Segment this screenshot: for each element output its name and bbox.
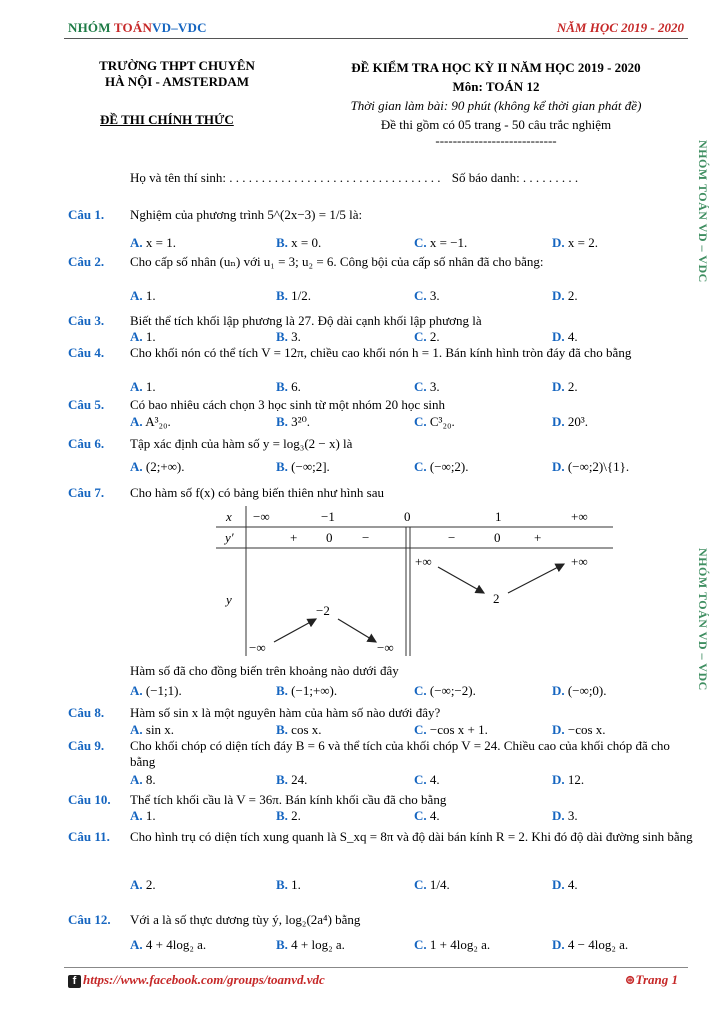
y-value-5: 2	[493, 591, 500, 606]
answer-option-c[interactable]	[414, 808, 440, 824]
answer-option-b[interactable]	[276, 877, 301, 893]
option-letter: A.	[130, 877, 143, 892]
option-letter: A.	[130, 808, 143, 823]
header-group-name	[68, 20, 207, 36]
answer-option-a[interactable]	[130, 683, 182, 699]
option-letter: D.	[552, 877, 565, 892]
answer-option-c[interactable]	[414, 459, 469, 475]
exam-title: ĐỀ KIỂM TRA HỌC KỲ II NĂM HỌC 2019 - 2020	[351, 60, 641, 75]
answer-option-c[interactable]	[414, 772, 440, 788]
question-number: Câu 5.	[68, 397, 105, 412]
answer-option-b[interactable]	[276, 329, 301, 345]
answer-option-a[interactable]	[130, 772, 156, 788]
option-text: 4.	[429, 808, 440, 823]
option-text: sin x.	[145, 722, 175, 737]
option-text: x = 2.	[567, 235, 598, 250]
answer-option-a[interactable]	[130, 379, 156, 395]
sign-4: −	[448, 530, 456, 545]
option-text: 4 + 4log₂ a.	[145, 937, 207, 952]
answer-option-d[interactable]	[552, 877, 578, 893]
answer-option-c[interactable]	[414, 683, 476, 699]
option-letter: A.	[130, 937, 143, 952]
answer-option-d[interactable]	[552, 414, 588, 430]
side-watermark-top: NHÓM TOÁN VD – VDC	[696, 140, 710, 283]
answer-option-b[interactable]	[276, 288, 311, 304]
exam-pages: Đề thi gồm có 05 trang - 50 câu trắc nghiệm	[380, 117, 612, 132]
option-text: x = −1.	[429, 235, 468, 250]
arrow-decrease-1	[338, 619, 376, 642]
question-text: Với a là số thực dương tùy ý, log₂(2a⁴) bằng	[130, 912, 361, 927]
question-number: Câu 6.	[68, 436, 105, 451]
option-text: 1.	[291, 877, 301, 892]
answer-option-d[interactable]	[552, 683, 607, 699]
option-letter: B.	[276, 414, 288, 429]
school-line-1: TRƯỜNG THPT CHUYÊN	[99, 58, 255, 73]
option-text: 4.	[429, 772, 440, 787]
option-text: x = 1.	[145, 235, 176, 250]
question-text: Cho hàm số f(x) có bảng biến thiên như hình sau	[130, 485, 385, 500]
page-number	[625, 972, 678, 988]
option-letter: B.	[276, 772, 288, 787]
answer-option-d[interactable]	[552, 288, 578, 304]
question-text: Hàm số sin x là một nguyên hàm của hàm số nào dưới đây?	[130, 705, 441, 720]
question-6	[68, 436, 693, 474]
option-text: 4.	[567, 329, 578, 344]
answer-option-c[interactable]	[414, 877, 450, 893]
option-text: 20³.	[567, 414, 589, 429]
exam-dashes: ----------------------------	[435, 133, 557, 148]
footer-divider	[64, 967, 688, 968]
arrow-decrease-2	[438, 567, 484, 593]
option-letter: B.	[276, 459, 288, 474]
option-letter: D.	[552, 808, 565, 823]
option-letter: B.	[276, 722, 288, 737]
question-8	[68, 705, 693, 737]
option-letter: D.	[552, 722, 565, 737]
arrow-increase-1	[274, 619, 316, 642]
option-text: (−∞;2).	[429, 459, 469, 474]
option-letter: B.	[276, 877, 288, 892]
option-letter: A.	[130, 414, 143, 429]
option-text: −cos x + 1.	[429, 722, 488, 737]
answer-option-c[interactable]	[414, 379, 440, 395]
option-text: 1.	[145, 808, 156, 823]
answer-option-d[interactable]	[552, 235, 598, 251]
x-value-2: −1	[321, 509, 335, 524]
option-text: 4.	[567, 877, 578, 892]
answer-option-a[interactable]	[130, 235, 176, 251]
variation-table-svg	[216, 506, 613, 656]
answer-option-c[interactable]	[414, 329, 440, 345]
header-word-1: NHÓM	[68, 20, 111, 35]
x-value-5: +∞	[571, 509, 588, 524]
answer-option-c[interactable]	[414, 288, 440, 304]
option-letter: B.	[276, 808, 288, 823]
question-text: Thể tích khối cầu là V = 36π. Bán kính khối cầu đã cho bằng	[130, 792, 447, 807]
option-letter: B.	[276, 329, 288, 344]
question-4	[68, 345, 693, 394]
option-letter: A.	[130, 772, 143, 787]
option-text: cos x.	[291, 722, 322, 737]
y-value-4: +∞	[415, 554, 432, 569]
question-10	[68, 792, 693, 823]
question-number: Câu 4.	[68, 345, 105, 360]
option-letter: C.	[414, 414, 427, 429]
page-icon: ⊛	[624, 972, 636, 987]
option-letter: D.	[552, 235, 565, 250]
option-text: 2.	[567, 288, 578, 303]
answer-option-d[interactable]	[552, 808, 578, 824]
school-name	[82, 58, 272, 90]
question-number: Câu 3.	[68, 313, 105, 328]
question-3	[68, 313, 693, 344]
row-label-x: x	[226, 509, 232, 524]
question-text: Cho cấp số nhân (uₙ) với u₁ = 3; u₂ = 6. Công bội của cấp số nhân đã cho bằng:	[130, 254, 544, 269]
answer-option-a[interactable]	[130, 937, 206, 953]
question-text: Biết thể tích khối lập phương là 27. Độ dài cạnh khối lập phương là	[130, 313, 482, 328]
question-number: Câu 8.	[68, 705, 105, 720]
question-9	[68, 738, 693, 787]
option-letter: C.	[414, 235, 427, 250]
answer-option-b[interactable]	[276, 379, 301, 395]
sign-6: +	[534, 530, 542, 545]
answer-option-a[interactable]	[130, 722, 174, 738]
x-value-1: −∞	[253, 509, 270, 524]
answer-option-d[interactable]	[552, 329, 578, 345]
question-text: Cho hình trụ có diện tích xung quanh là S_xq = 8π và độ dài bán kính R = 2. Khi đó độ dài đường sinh bằng	[130, 829, 693, 844]
option-letter: A.	[130, 722, 143, 737]
x-value-3: 0	[404, 509, 411, 524]
option-letter: D.	[552, 772, 565, 787]
option-letter: C.	[414, 329, 427, 344]
option-text: 1 + 4log₂ a.	[429, 937, 491, 952]
question-12	[68, 912, 693, 952]
answer-option-d[interactable]	[552, 772, 584, 788]
answer-option-a[interactable]	[130, 414, 171, 430]
option-letter: C.	[414, 459, 427, 474]
option-text: 1.	[145, 329, 156, 344]
option-text: (2;+∞).	[145, 459, 185, 474]
option-letter: B.	[276, 683, 288, 698]
option-letter: B.	[276, 288, 288, 303]
option-letter: C.	[414, 877, 427, 892]
candidate-line	[130, 170, 578, 186]
answer-option-b[interactable]	[276, 459, 330, 475]
answer-option-d[interactable]	[552, 937, 628, 953]
option-text: 6.	[291, 379, 301, 394]
side-watermark-bottom: NHÓM TOÁN VD – VDC	[696, 548, 710, 691]
answer-option-b[interactable]	[276, 808, 301, 824]
exam-info	[318, 58, 674, 148]
y-value-3: −∞	[377, 640, 394, 655]
answer-option-b[interactable]	[276, 683, 337, 699]
option-text: x = 0.	[291, 235, 322, 250]
x-value-4: 1	[495, 509, 502, 524]
question-text: Có bao nhiêu cách chọn 3 học sinh từ một nhóm 20 học sinh	[130, 397, 446, 412]
option-letter: D.	[552, 937, 565, 952]
answer-option-d[interactable]	[552, 379, 578, 395]
answer-option-c[interactable]	[414, 235, 467, 251]
exam-subject: Môn: TOÁN 12	[452, 79, 540, 94]
header-word-3: VD–VDC	[152, 20, 207, 35]
page-label: Trang 1	[635, 972, 678, 987]
option-letter: A.	[130, 235, 143, 250]
option-text: A³₂₀.	[145, 414, 171, 429]
question-number: Câu 2.	[68, 254, 105, 269]
option-letter: D.	[552, 329, 565, 344]
question-number: Câu 1.	[68, 207, 105, 222]
option-text: 3.	[567, 808, 578, 823]
facebook-icon: f	[68, 975, 81, 988]
option-text: 3²⁰.	[291, 414, 311, 429]
sign-1: +	[290, 530, 298, 545]
question-1	[68, 207, 693, 250]
header-word-2: TOÁN	[113, 20, 153, 35]
option-letter: C.	[414, 937, 427, 952]
answer-option-b[interactable]	[276, 937, 345, 953]
header-divider	[64, 38, 688, 39]
question-text: Cho khối chóp có diện tích đáy B = 6 và thể tích của khối chóp V = 24. Chiều cao của khối chóp đã cho bằng	[130, 738, 670, 769]
option-text: 1.	[145, 288, 156, 303]
arrow-increase-2	[508, 564, 564, 593]
option-text: (−∞;−2).	[429, 683, 476, 698]
option-letter: A.	[130, 288, 143, 303]
question-5	[68, 397, 693, 429]
question-number: Câu 12.	[68, 912, 111, 927]
sign-2: 0	[326, 530, 333, 545]
exam-time: Thời gian làm bài: 90 phút (không kể thời gian phát đề)	[350, 98, 642, 113]
option-text: 3.	[429, 379, 440, 394]
answer-option-b[interactable]	[276, 722, 322, 738]
candidate-name-field[interactable]: Họ và tên thí sinh: . . . . . . . . . . . . . . . . . . . . . . . . . . . . . . . . .	[130, 170, 441, 185]
row-label-y: y	[226, 592, 232, 607]
option-text: 2.	[429, 329, 440, 344]
answer-option-d[interactable]	[552, 459, 629, 475]
option-letter: D.	[552, 379, 565, 394]
row-label-yprime: y′	[225, 530, 234, 545]
option-text: 1/4.	[429, 877, 450, 892]
option-text: (−∞;2)\{1}.	[567, 459, 630, 474]
option-text: 4 − 4log₂ a.	[567, 937, 629, 952]
option-text: 2.	[145, 877, 156, 892]
option-text: (−1;1).	[145, 683, 182, 698]
candidate-number-field[interactable]: Số báo danh: . . . . . . . . .	[451, 170, 579, 185]
sign-3: −	[362, 530, 370, 545]
answer-option-a[interactable]	[130, 459, 185, 475]
option-text: 4 + log₂ a.	[291, 937, 345, 952]
option-letter: B.	[276, 379, 288, 394]
question-text: Nghiệm của phương trình 5^(2x−3) = 1/5 là:	[130, 207, 363, 222]
question-number: Câu 9.	[68, 738, 105, 753]
header-school-year: NĂM HỌC 2019 - 2020	[556, 20, 684, 35]
option-text: −cos x.	[567, 722, 606, 737]
variation-table	[216, 506, 613, 656]
option-letter: C.	[414, 683, 427, 698]
option-letter: B.	[276, 937, 288, 952]
y-value-2: −2	[316, 603, 330, 618]
footer-link[interactable]	[68, 972, 325, 988]
answer-option-a[interactable]	[130, 877, 156, 893]
option-letter: B.	[276, 235, 288, 250]
option-text: (−∞;0).	[567, 683, 607, 698]
option-letter: A.	[130, 379, 143, 394]
answer-option-a[interactable]	[130, 808, 156, 824]
option-letter: D.	[552, 414, 565, 429]
question-number: Câu 10.	[68, 792, 111, 807]
question-number: Câu 11.	[68, 829, 110, 844]
answer-option-b[interactable]	[276, 235, 321, 251]
option-text: 3.	[291, 329, 301, 344]
option-text: 2.	[291, 808, 301, 823]
option-letter: D.	[552, 459, 565, 474]
y-value-1: −∞	[249, 640, 266, 655]
option-text: (−1;+∞).	[291, 683, 338, 698]
answer-option-c[interactable]	[414, 722, 488, 738]
school-line-2: HÀ NỘI - AMSTERDAM	[104, 74, 250, 89]
option-letter: D.	[552, 288, 565, 303]
question-2	[68, 254, 693, 303]
option-letter: C.	[414, 379, 427, 394]
answer-option-b[interactable]	[276, 414, 310, 430]
answer-option-c[interactable]	[414, 414, 455, 430]
official-exam-label: ĐỀ THI CHÍNH THỨC	[100, 112, 234, 127]
answer-option-a[interactable]	[130, 329, 156, 345]
option-text: 2.	[567, 379, 578, 394]
option-text: 1/2.	[291, 288, 312, 303]
footer-url[interactable]: https://www.facebook.com/groups/toanvd.vdc	[83, 972, 325, 987]
answer-option-c[interactable]	[414, 937, 490, 953]
question-number: Câu 7.	[68, 485, 105, 500]
option-letter: D.	[552, 683, 565, 698]
option-letter: C.	[414, 722, 427, 737]
option-text: 24.	[291, 772, 308, 787]
question-followup: Hàm số đã cho đồng biến trên khoảng nào dưới đây	[130, 663, 399, 678]
option-text: C³₂₀.	[429, 414, 455, 429]
question-text: Tập xác định của hàm số y = log₃(2 − x) là	[130, 436, 353, 451]
answer-option-a[interactable]	[130, 288, 156, 304]
question-text: Cho khối nón có thể tích V = 12π, chiều cao khối nón h = 1. Bán kính hình tròn đáy đã cho bằng	[130, 345, 632, 360]
option-letter: A.	[130, 329, 143, 344]
option-letter: C.	[414, 772, 427, 787]
answer-option-b[interactable]	[276, 772, 307, 788]
y-value-6: +∞	[571, 554, 588, 569]
option-letter: A.	[130, 459, 143, 474]
option-letter: A.	[130, 683, 143, 698]
answer-option-d[interactable]	[552, 722, 606, 738]
option-letter: C.	[414, 288, 427, 303]
option-text: 1.	[145, 379, 156, 394]
option-text: 3.	[429, 288, 440, 303]
option-text: 8.	[145, 772, 156, 787]
option-text: (−∞;2].	[291, 459, 330, 474]
sign-5: 0	[494, 530, 501, 545]
question-7	[68, 485, 693, 698]
option-letter: C.	[414, 808, 427, 823]
question-11	[68, 829, 693, 892]
option-text: 12.	[567, 772, 585, 787]
